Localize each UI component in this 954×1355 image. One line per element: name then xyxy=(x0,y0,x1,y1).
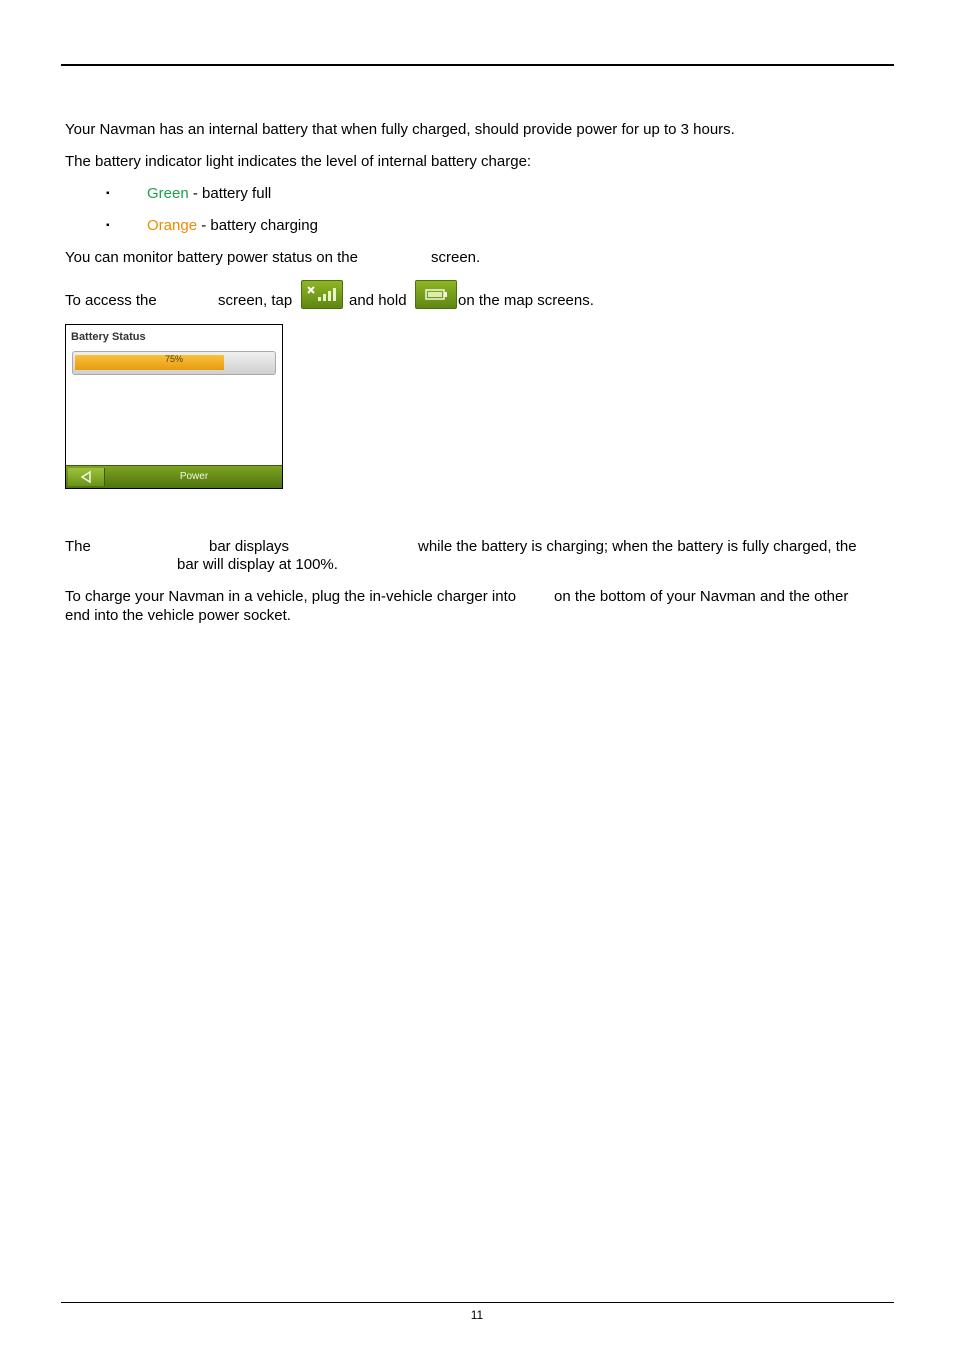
charge-paragraph-line1: To charge your Navman in a vehicle, plug the in-vehicle charger into xyxy=(65,588,517,605)
access-paragraph-middle: screen, tap xyxy=(218,292,293,309)
green-word: Green xyxy=(147,185,189,202)
screenshot-footer xyxy=(66,465,282,488)
footer-power-label: Power xyxy=(179,471,209,482)
gps-signal-icon-graphic xyxy=(302,281,342,308)
battery-status-title: Battery Status xyxy=(71,331,146,343)
battery-icon-graphic xyxy=(416,281,456,308)
header-rule xyxy=(61,64,894,66)
bar-paragraph-the: The xyxy=(65,538,91,555)
access-paragraph-start: To access the xyxy=(65,292,157,309)
battery-progress-label: 75% xyxy=(164,354,183,364)
battery-progress-bar xyxy=(72,351,276,375)
indicator-paragraph: The battery indicator light indicates the level of internal battery charge: xyxy=(65,153,532,170)
footer-rule xyxy=(61,1302,894,1303)
battery-status-screenshot xyxy=(65,324,283,489)
battery-icon[interactable] xyxy=(415,280,457,309)
bullet-orange xyxy=(147,217,318,235)
monitor-paragraph-end: screen. xyxy=(431,249,481,266)
access-and-hold: and hold xyxy=(349,292,407,309)
bullet-marker: ▪ xyxy=(106,220,110,231)
bullet-green-text: - battery full xyxy=(188,185,272,202)
gps-signal-icon[interactable] xyxy=(301,280,343,309)
charge-paragraph-line1-end: on the bottom of your Navman and the other xyxy=(554,588,849,605)
bullet-marker: ▪ xyxy=(106,188,110,199)
page-number: 11 xyxy=(470,1308,484,1322)
bar-paragraph-while: while the battery is charging; when the battery is fully charged, the xyxy=(418,538,857,555)
access-paragraph-end: on the map screens. xyxy=(458,292,594,309)
bullet-orange-text: - battery charging xyxy=(197,217,318,234)
orange-word: Orange xyxy=(147,217,198,234)
charge-paragraph-line2: end into the vehicle power socket. xyxy=(65,607,291,624)
intro-paragraph: Your Navman has an internal battery that when fully charged, should provide power for up to 3 hours. xyxy=(65,121,735,138)
bar-paragraph-displays: bar displays xyxy=(209,538,290,555)
bullet-green xyxy=(147,185,271,203)
back-arrow-icon xyxy=(68,468,104,486)
monitor-paragraph-start: You can monitor battery power status on the xyxy=(65,249,358,266)
back-button[interactable] xyxy=(68,468,105,486)
bar-paragraph-will: bar will display at 100%. xyxy=(177,556,338,573)
